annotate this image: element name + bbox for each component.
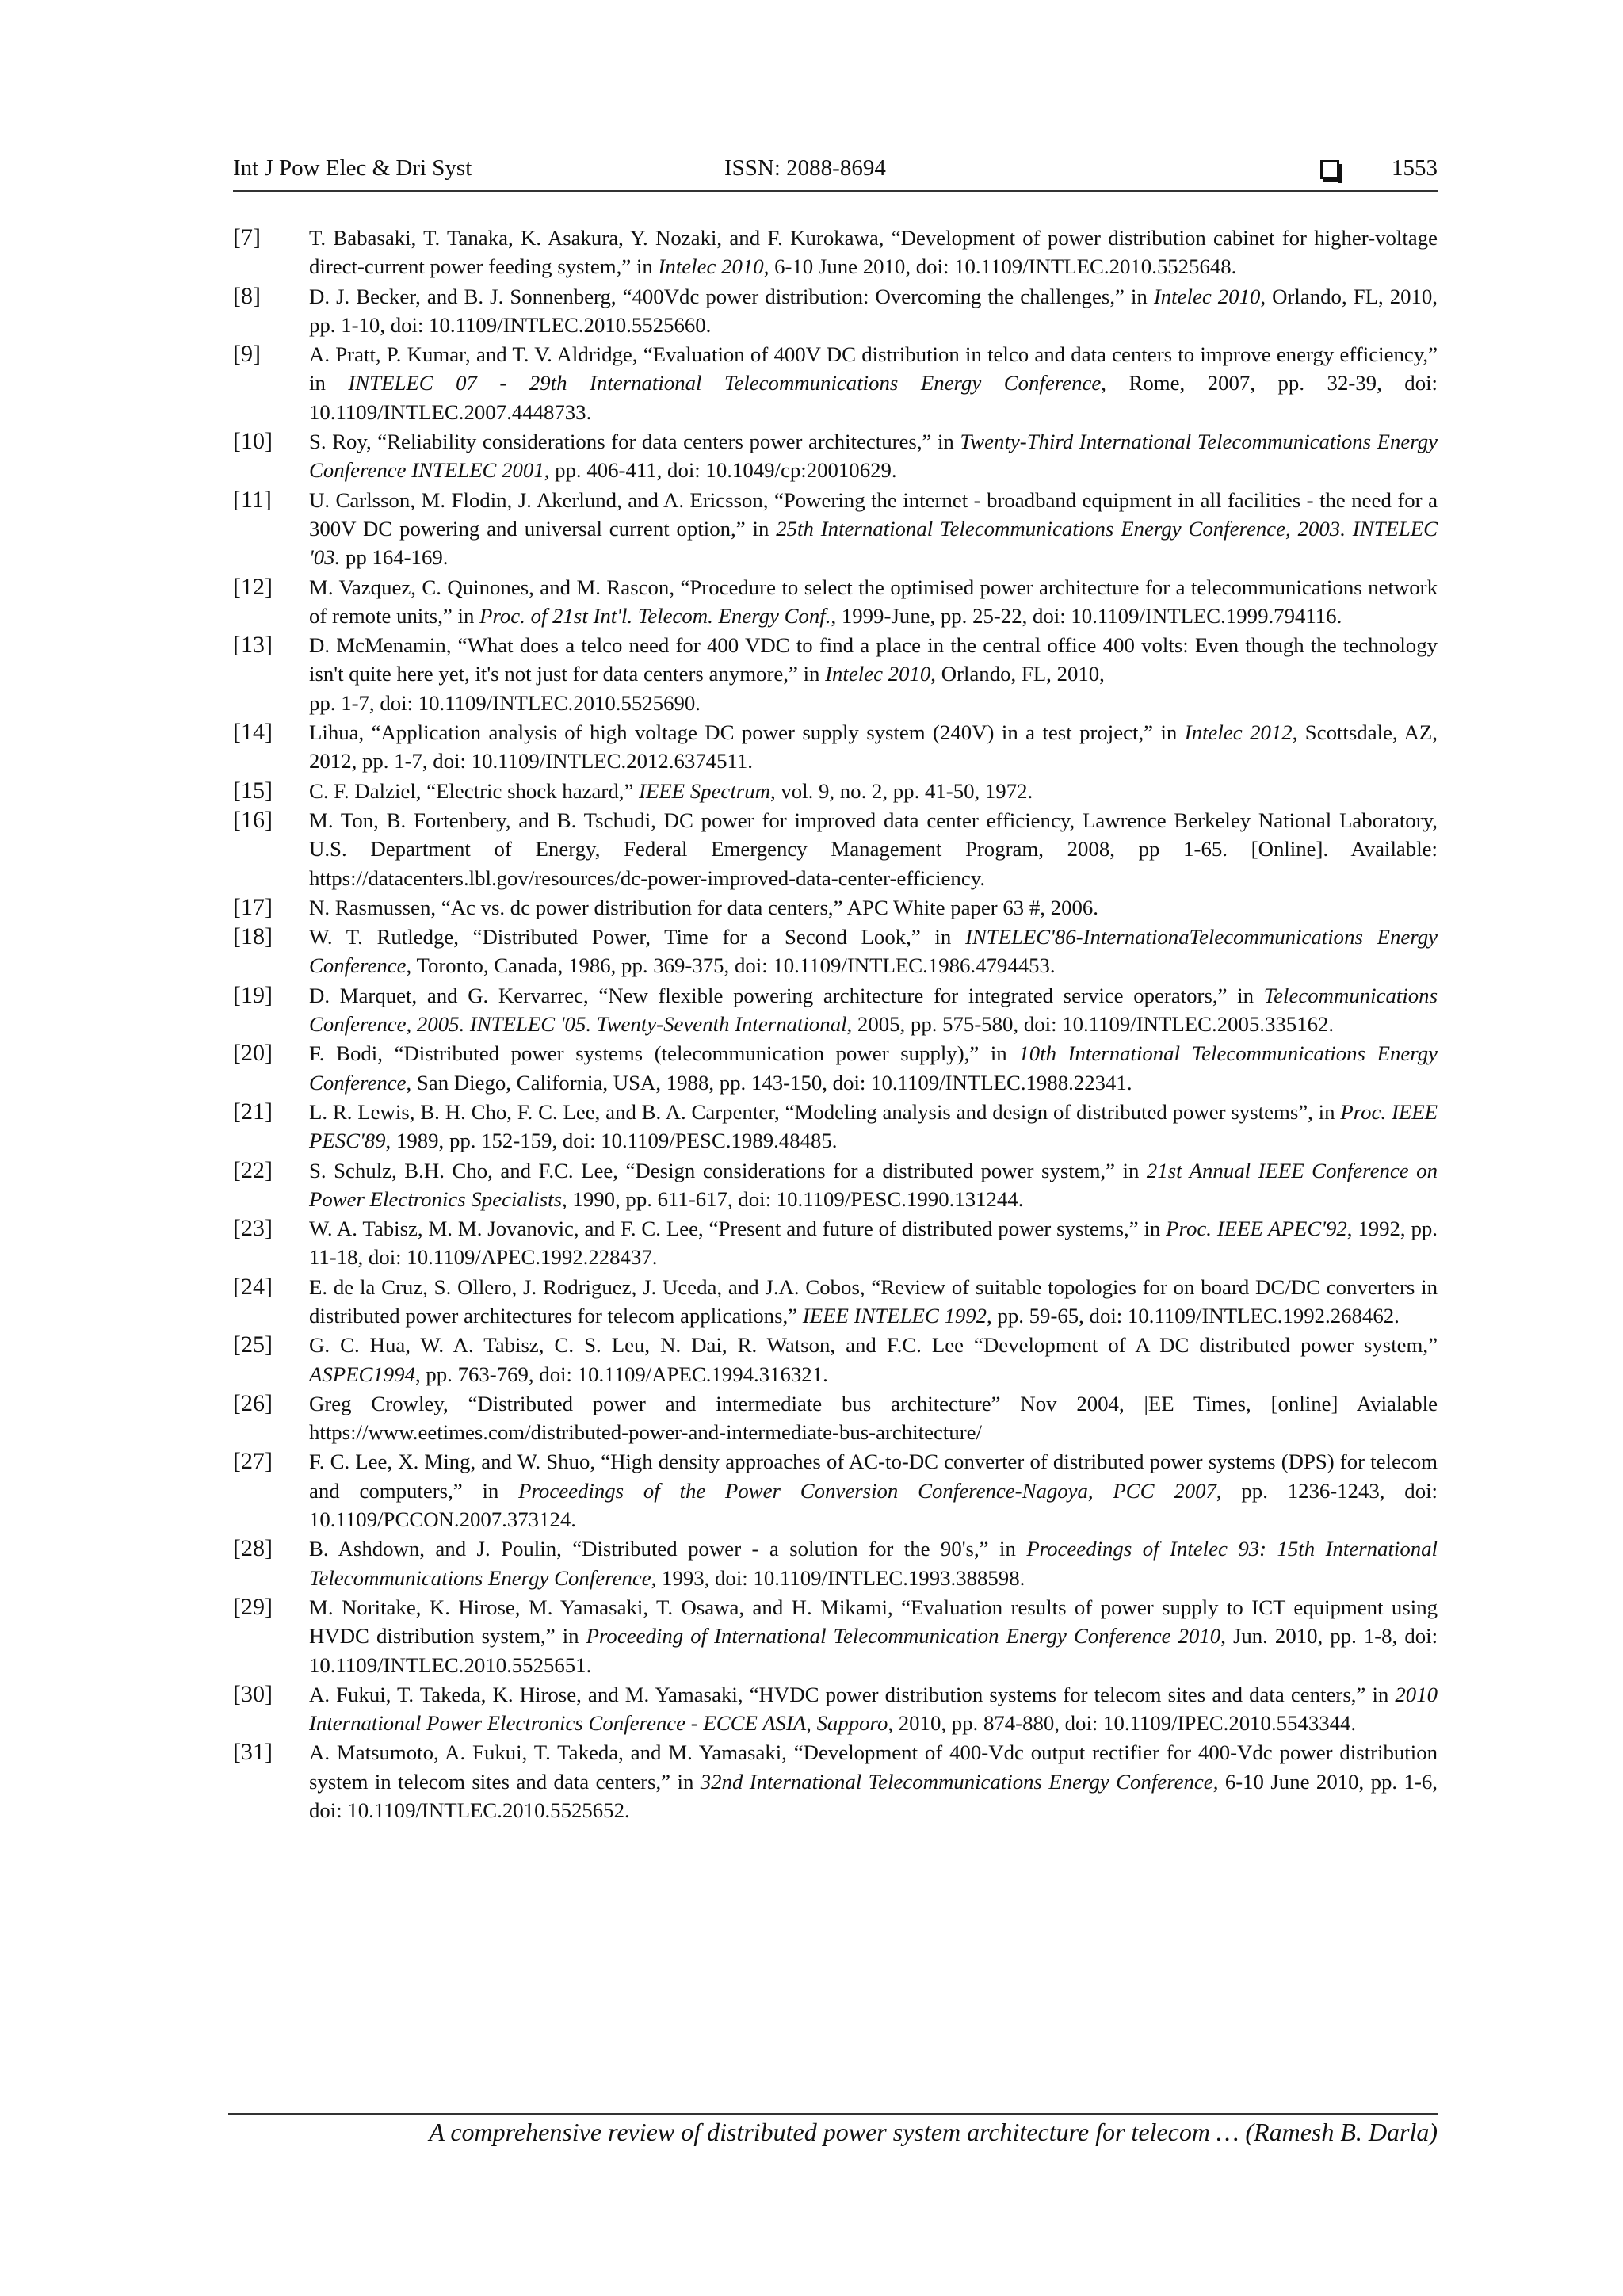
- reference-segment: , 2010, pp. 874-880, doi: 10.1109/IPEC.2010.5543344.: [888, 1711, 1357, 1736]
- reference-item: [233, 340, 1438, 426]
- reference-item: [233, 1593, 1438, 1679]
- reference-number: [27]: [233, 1448, 273, 1475]
- issn-label: ISSN: 2088-8694: [724, 155, 886, 181]
- reference-number: [8]: [233, 282, 261, 309]
- reference-venue: INTELEC 07 - 29th International Telecommunications Energy Conference: [348, 371, 1102, 395]
- reference-venue: Proceedings of Intelec 93: 15th International Telecommunications Energy Conference: [309, 1537, 1438, 1590]
- reference-item: [233, 806, 1438, 892]
- reference-segment: A. Fukui, T. Takeda, K. Hirose, and M. Yamasaki, “HVDC power distribution systems for telecom sites and data centers,” in: [309, 1682, 1396, 1706]
- reference-segment: A. Matsumoto, A. Fukui, T. Takeda, and M. Yamasaki, “Development of 400-Vdc output rectifier for 400-Vdc power distribution system in telecom sites and data centers,” in: [309, 1740, 1438, 1794]
- reference-segment: F. C. Lee, X. Ming, and W. Shuo, “High density approaches of AC-to-DC converter of distributed power systems (DPS) for telecom and computers,” in: [309, 1450, 1438, 1503]
- reference-text: [309, 806, 1438, 892]
- reference-number: [19]: [233, 981, 273, 1008]
- reference-number: [13]: [233, 632, 273, 659]
- reference-item: [233, 1447, 1438, 1534]
- reference-segment: M. Vazquez, C. Quinones, and M. Rascon, “Procedure to select the optimised power architecture for a telecommunications network of remote units,” in: [309, 575, 1438, 628]
- reference-segment: , 6-10 June 2010, doi: 10.1109/INTLEC.2010.5525648.: [763, 254, 1237, 279]
- reference-segment: , 1990, pp. 611-617, doi: 10.1109/PESC.1990.131244.: [562, 1186, 1024, 1211]
- reference-venue: Twenty-Third International Telecommunications Energy Conference INTELEC 2001: [309, 430, 1438, 483]
- reference-segment: M. Noritake, K. Hirose, M. Yamasaki, T. Osawa, and H. Mikami, “Evaluation results of power supply to ICT equipment using HVDC distribution system,” in: [309, 1595, 1438, 1648]
- reference-text: [309, 1273, 1438, 1331]
- reference-venue: 25th International Telecommunications Energy Conference, 2003. INTELEC '03.: [309, 516, 1438, 570]
- reference-text: [309, 1447, 1438, 1534]
- reference-segment: pp. 1-7, doi: 10.1109/INTLEC.2010.5525690.: [309, 690, 701, 715]
- reference-text: [309, 1680, 1438, 1738]
- reference-segment: W. A. Tabisz, M. M. Jovanovic, and F. C. Lee, “Present and future of distributed power systems,” in: [309, 1217, 1167, 1241]
- reference-item: [233, 718, 1438, 776]
- reference-venue: Telecommunications Conference, 2005. INTELEC '05. Twenty-Seventh International: [309, 983, 1438, 1037]
- reference-list: [233, 223, 1438, 1825]
- reference-segment: , 1999-June, pp. 25-22, doi: 10.1109/INTLEC.1999.794116.: [831, 603, 1342, 628]
- reference-text: [309, 1156, 1438, 1214]
- reference-venue: ASPEC1994: [309, 1362, 415, 1386]
- reference-venue: 10th International Telecommunications Energy Conference: [309, 1041, 1438, 1095]
- reference-venue: 32nd International Telecommunications Energy Conference,: [700, 1769, 1219, 1794]
- reference-item: [233, 1098, 1438, 1156]
- reference-venue: Intelec 2012: [1184, 720, 1293, 745]
- reference-number: [25]: [233, 1331, 273, 1358]
- reference-segment: , Toronto, Canada, 1986, pp. 369-375, doi: 10.1109/INTLEC.1986.4794453.: [406, 953, 1056, 978]
- reference-segment: Lihua, “Application analysis of high voltage DC power supply system (240V) in a test project,” in: [309, 720, 1185, 745]
- reference-item: [233, 282, 1438, 340]
- reference-item: [233, 1156, 1438, 1214]
- reference-number: [16]: [233, 806, 273, 833]
- reference-item: [233, 573, 1438, 631]
- reference-item: [233, 981, 1438, 1039]
- reference-venue: Proceeding of International Telecommunication Energy Conference 2010: [586, 1624, 1221, 1648]
- reference-text: [309, 1593, 1438, 1679]
- reference-segment: , vol. 9, no. 2, pp. 41-50, 1972.: [769, 778, 1033, 803]
- reference-segment: T. Babasaki, T. Tanaka, K. Asakura, Y. Nozaki, and F. Kurokawa, “Development of power distribution cabinet for higher-voltage direct-current power feeding system,” in: [309, 226, 1438, 279]
- reference-number: [10]: [233, 428, 273, 455]
- reference-segment: , 2005, pp. 575-580, doi: 10.1109/INTLEC.2005.335162.: [846, 1012, 1335, 1037]
- reference-segment: B. Ashdown, and J. Poulin, “Distributed power - a solution for the 90's,” in: [309, 1537, 1027, 1561]
- reference-segment: , Rome, 2007, pp. 32-39, doi: 10.1109/INTLEC.2007.4448733.: [309, 371, 1438, 424]
- reference-venue: IEEE INTELEC 1992: [802, 1303, 987, 1328]
- reference-item: [233, 486, 1438, 572]
- reference-segment: , Orlando, FL, 2010,: [930, 662, 1105, 686]
- reference-item: [233, 1389, 1438, 1447]
- reference-segment: , Scottsdale, AZ, 2012, pp. 1-7, doi: 10.1109/INTLEC.2012.6374511.: [309, 720, 1438, 774]
- reference-text: [309, 223, 1438, 281]
- reference-segment: Greg Crowley, “Distributed power and intermediate bus architecture” Nov 2004, |EE Times, [online] Avialable https://www.eetimes.com/distributed-power-and-intermediate-bus-architecture/: [309, 1391, 1438, 1445]
- reference-segment: D. J. Becker, and B. J. Sonnenberg, “400Vdc power distribution: Overcoming the challenges,” in: [309, 284, 1154, 308]
- reference-number: [21]: [233, 1098, 273, 1125]
- reference-item: [233, 777, 1438, 805]
- reference-item: [233, 1331, 1438, 1389]
- reference-segment: S. Schulz, B.H. Cho, and F.C. Lee, “Design considerations for a distributed power system,” in: [309, 1158, 1147, 1182]
- reference-segment: M. Ton, B. Fortenbery, and B. Tschudi, DC power for improved data center efficiency, Lawrence Berkeley National Laboratory, U.S. Department of Energy, Federal Emergency Management Program, 2008, pp 1-65. [Online]. Available: https://datacenters.lbl.gov/resources/dc-power-improved-data-center-efficiency.: [309, 808, 1438, 890]
- reference-venue: Intelec 2010: [825, 662, 931, 686]
- reference-segment: , 1993, doi: 10.1109/INTLEC.1993.388598.: [651, 1565, 1025, 1590]
- reference-text: [309, 718, 1438, 776]
- reference-segment: , pp. 406-411, doi: 10.1049/cp:20010629.: [544, 458, 897, 483]
- page-number: 1553: [1392, 155, 1438, 181]
- reference-segment: G. C. Hua, W. A. Tabisz, C. S. Leu, N. Dai, R. Watson, and F.C. Lee “Development of A DC distributed power system,”: [309, 1333, 1438, 1358]
- reference-segment: C. F. Dalziel, “Electric shock hazard,”: [309, 778, 640, 803]
- reference-text: [309, 282, 1438, 340]
- reference-text: [309, 1389, 1438, 1447]
- reference-number: [11]: [233, 486, 272, 513]
- reference-segment: S. Roy, “Reliability considerations for data centers power architectures,” in: [309, 430, 960, 454]
- reference-segment: D. McMenamin, “What does a telco need for 400 VDC to find a place in the central office 400 volts: Even though the technology isn't quite here yet, it's not just for data centers anymore,” in: [309, 633, 1438, 686]
- reference-venue: INTELEC'86-InternationaTelecommunications Energy Conference: [309, 925, 1438, 978]
- reference-segment: N. Rasmussen, “Ac vs. dc power distribution for data centers,” APC White paper 63 #, 2006.: [309, 895, 1098, 919]
- reference-item: [233, 1534, 1438, 1592]
- reference-segment: F. Bodi, “Distributed power systems (telecommunication power supply),” in: [309, 1041, 1019, 1066]
- reference-text: [309, 486, 1438, 572]
- reference-number: [30]: [233, 1680, 273, 1707]
- reference-number: [23]: [233, 1215, 273, 1242]
- running-footer: A comprehensive review of distributed power system architecture for telecom … (Ramesh B. Darla): [429, 2118, 1438, 2146]
- reference-venue: 21st Annual IEEE Conference on Power Electronics Specialists: [309, 1158, 1438, 1211]
- reference-segment: , pp. 763-769, doi: 10.1109/APEC.1994.316321.: [414, 1362, 828, 1386]
- reference-text: [309, 573, 1438, 631]
- reference-segment: , 1989, pp. 152-159, doi: 10.1109/PESC.1989.48485.: [385, 1129, 838, 1153]
- reference-item: [233, 631, 1438, 717]
- reference-number: [28]: [233, 1535, 273, 1562]
- reference-venue: Intelec 2010: [658, 254, 764, 279]
- reference-item: [233, 923, 1438, 980]
- reference-text: [309, 631, 1438, 717]
- reference-segment: W. T. Rutledge, “Distributed Power, Time for a Second Look,” in: [309, 925, 965, 949]
- reference-item: [233, 223, 1438, 281]
- reference-number: [7]: [233, 224, 261, 250]
- running-header: [233, 155, 1438, 192]
- reference-segment: U. Carlsson, M. Flodin, J. Akerlund, and A. Ericsson, “Powering the internet - broadband equipment in all facilities - the need for a 300V DC powering and universal current option,” in: [309, 487, 1438, 541]
- reference-text: [309, 1098, 1438, 1156]
- reference-segment: , 1992, pp. 11-18, doi: 10.1109/APEC.1992.228437.: [309, 1217, 1438, 1270]
- reference-item: [233, 1680, 1438, 1738]
- reference-number: [31]: [233, 1739, 273, 1766]
- reference-segment: 6-10 June 2010, pp. 1-6, doi: 10.1109/INTLEC.2010.5525652.: [309, 1769, 1438, 1823]
- reference-number: [29]: [233, 1593, 273, 1620]
- reference-segment: , Orlando, FL, 2010, pp. 1-10, doi: 10.1109/INTLEC.2010.5525660.: [309, 284, 1438, 337]
- reference-segment: pp 164-169.: [340, 545, 449, 570]
- reference-text: [309, 1534, 1438, 1592]
- reference-item: [233, 1039, 1438, 1097]
- reference-segment: , San Diego, California, USA, 1988, pp. 143-150, doi: 10.1109/INTLEC.1988.22341.: [406, 1070, 1132, 1095]
- reference-item: [233, 1273, 1438, 1331]
- reference-venue: Proc. IEEE APEC'92: [1166, 1217, 1347, 1241]
- reference-text: [309, 1331, 1438, 1389]
- reference-venue: IEEE Spectrum: [639, 778, 770, 803]
- reference-item: [233, 1214, 1438, 1272]
- box-icon: [1320, 160, 1339, 179]
- reference-segment: A. Pratt, P. Kumar, and T. V. Aldridge, “Evaluation of 400V DC distribution in telco and data centers to improve energy efficiency,” in: [309, 342, 1438, 395]
- reference-number: [17]: [233, 893, 273, 920]
- reference-number: [22]: [233, 1156, 273, 1183]
- reference-text: [309, 893, 1438, 922]
- reference-segment: E. de la Cruz, S. Ollero, J. Rodriguez, J. Uceda, and J.A. Cobos, “Review of suitable topologies for on board DC/DC converters in distributed power architectures for telecom applications,”: [309, 1274, 1438, 1328]
- reference-number: [15]: [233, 777, 273, 804]
- reference-venue: Intelec 2010: [1153, 284, 1261, 308]
- reference-number: [14]: [233, 719, 273, 746]
- reference-segment: D. Marquet, and G. Kervarrec, “New flexible powering architecture for integrated service operators,” in: [309, 983, 1264, 1007]
- reference-number: [20]: [233, 1040, 273, 1067]
- reference-segment: , Jun. 2010, pp. 1-8, doi: 10.1109/INTLEC.2010.5525651.: [309, 1624, 1438, 1677]
- journal-name: Int J Pow Elec & Dri Syst: [233, 155, 472, 181]
- reference-item: [233, 1738, 1438, 1824]
- reference-number: [26]: [233, 1389, 273, 1416]
- reference-number: [12]: [233, 573, 273, 600]
- reference-text: [309, 923, 1438, 980]
- reference-text: [309, 777, 1438, 805]
- reference-number: [24]: [233, 1273, 273, 1300]
- reference-text: [309, 1214, 1438, 1272]
- reference-venue: Proc. IEEE PESC'89: [309, 1099, 1438, 1153]
- reference-item: [233, 893, 1438, 922]
- reference-venue: Proc. of 21st Int'l. Telecom. Energy Conf.: [479, 603, 831, 628]
- reference-number: [9]: [233, 341, 261, 368]
- reference-text: [309, 427, 1438, 485]
- reference-text: [309, 1039, 1438, 1097]
- reference-segment: , pp. 1236-1243, doi: 10.1109/PCCON.2007.373124.: [309, 1478, 1438, 1532]
- footer-divider: [228, 2113, 1438, 2115]
- reference-venue: Proceedings of the Power Conversion Conference-Nagoya, PCC 2007: [518, 1478, 1216, 1503]
- reference-number: [18]: [233, 923, 273, 950]
- reference-text: [309, 1738, 1438, 1824]
- reference-segment: L. R. Lewis, B. H. Cho, F. C. Lee, and B. A. Carpenter, “Modeling analysis and design of distributed power systems”, in: [309, 1099, 1341, 1124]
- reference-text: [309, 981, 1438, 1039]
- reference-item: [233, 427, 1438, 485]
- reference-text: [309, 340, 1438, 426]
- reference-segment: , pp. 59-65, doi: 10.1109/INTLEC.1992.268462.: [987, 1303, 1400, 1328]
- reference-venue: 2010 International Power Electronics Conference - ECCE ASIA, Sapporo: [309, 1682, 1438, 1736]
